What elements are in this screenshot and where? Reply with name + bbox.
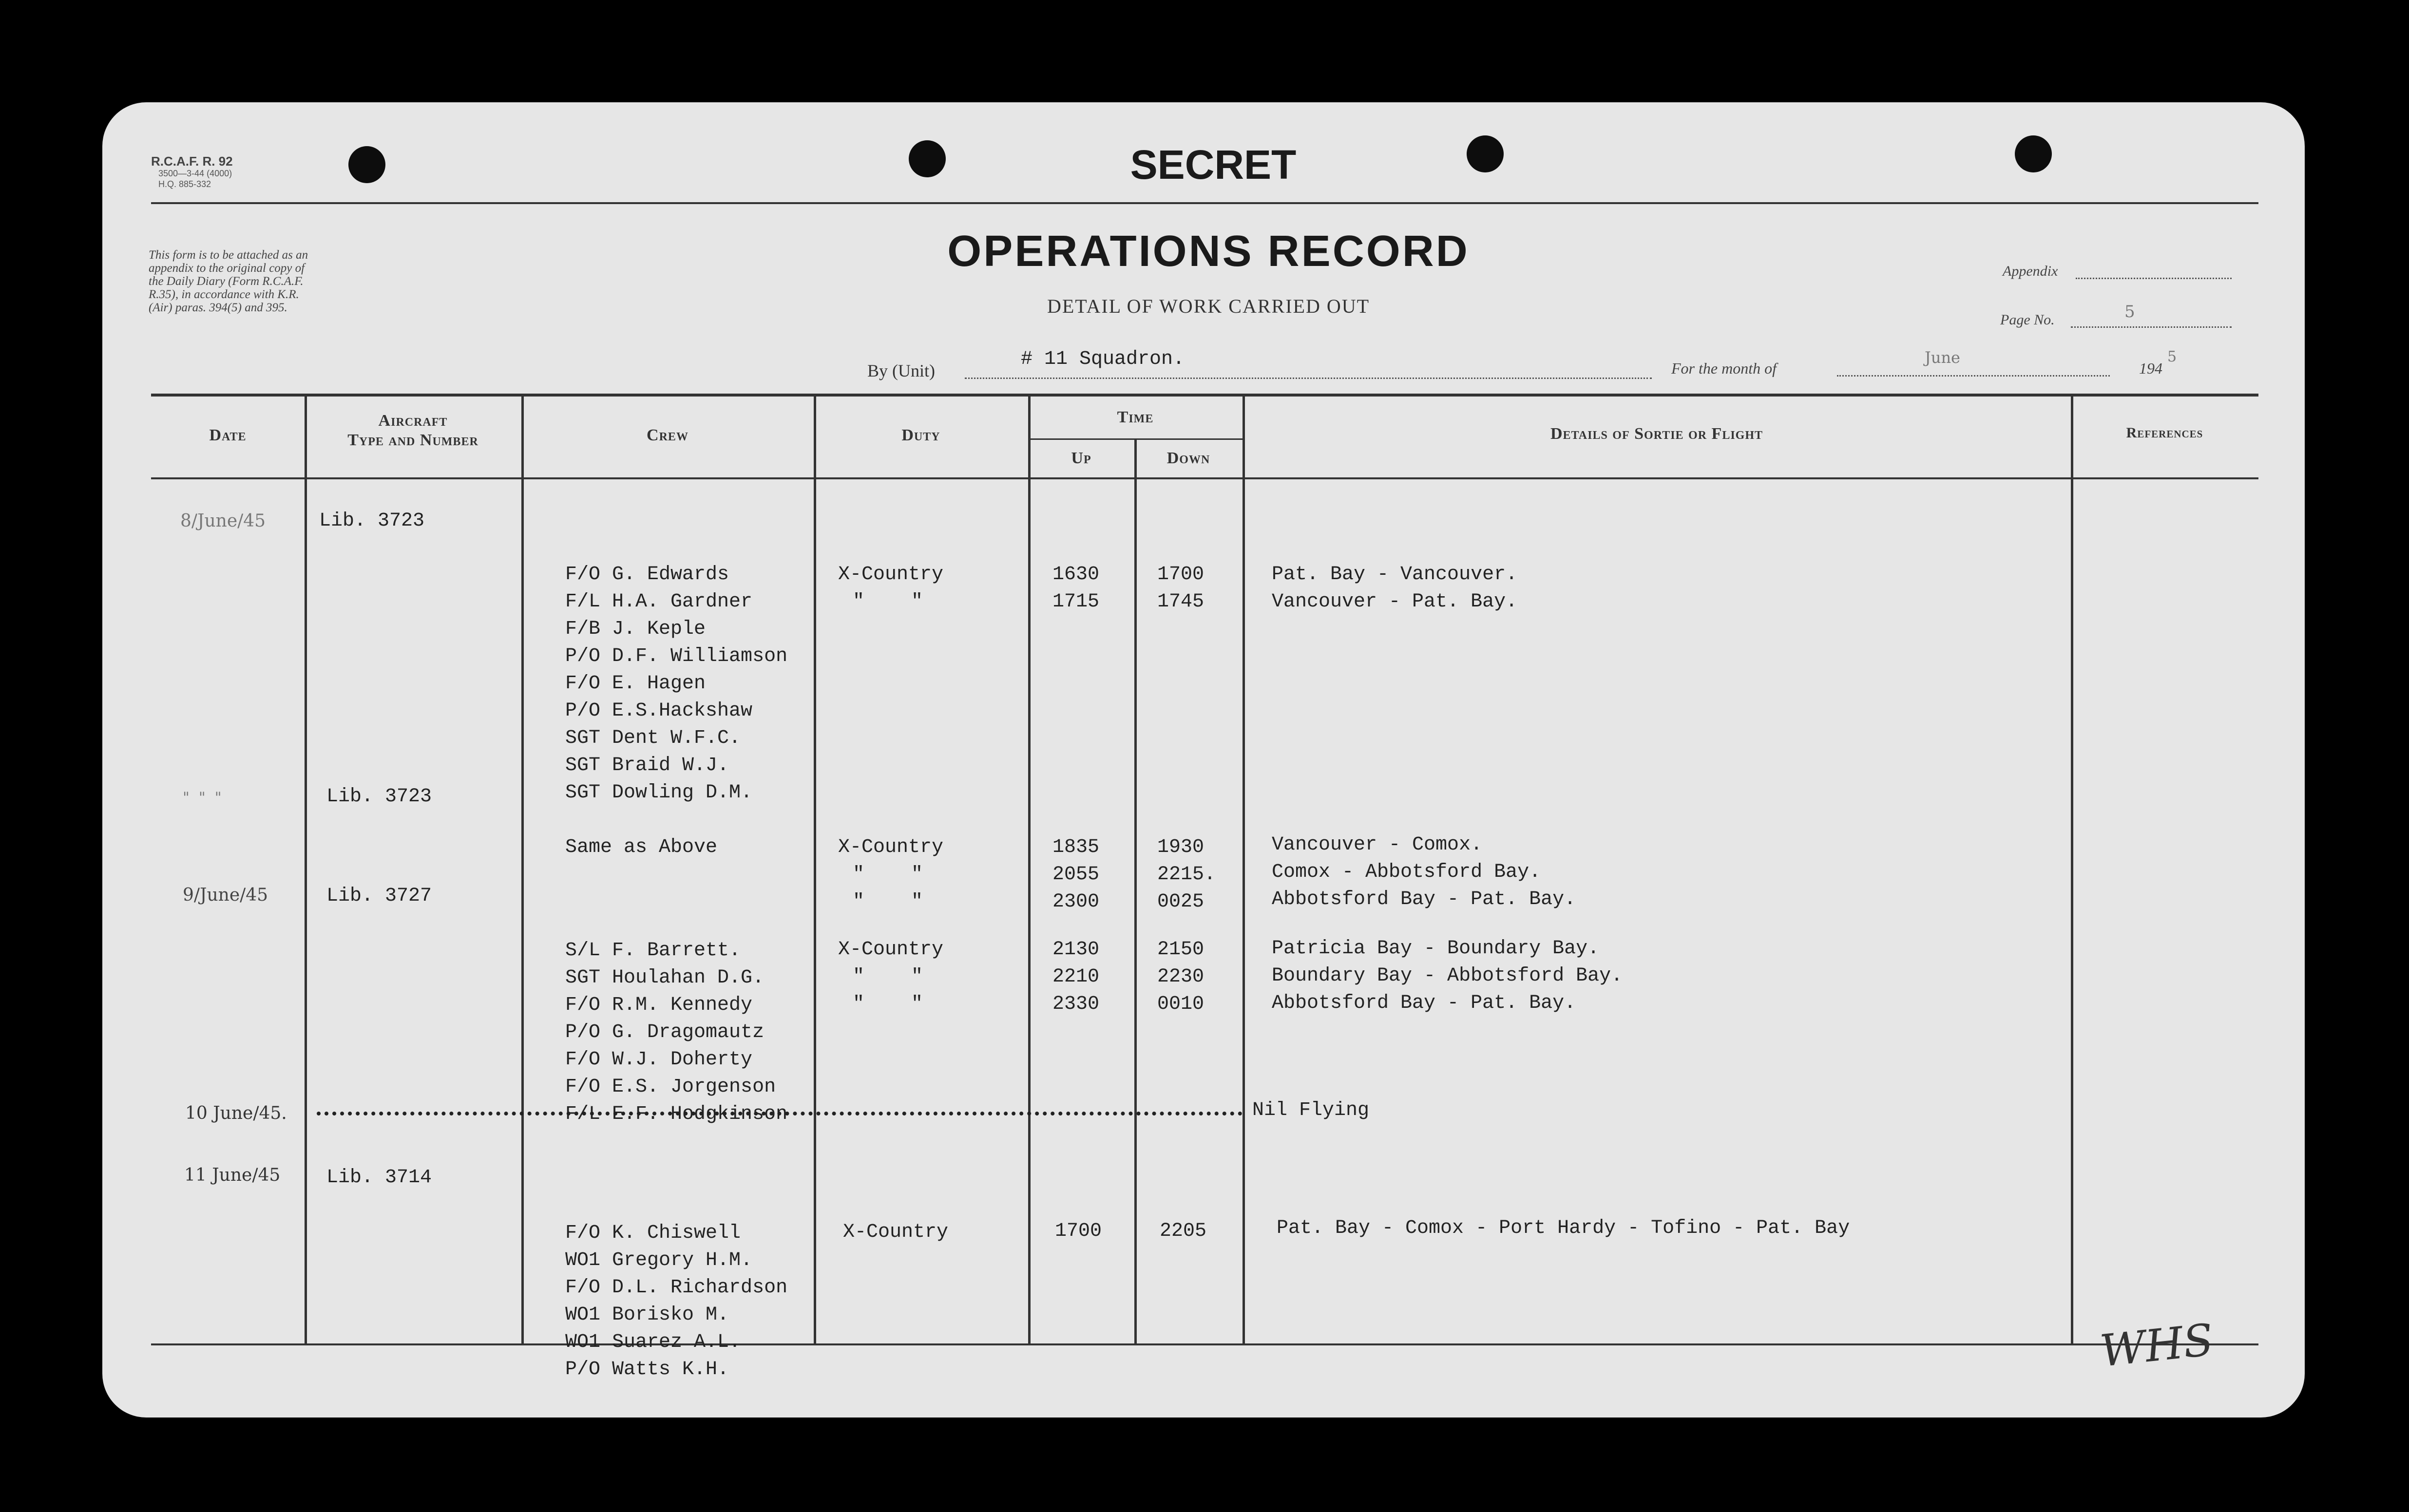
entry-date: 11 June/45 [184, 1165, 281, 1185]
unit-value: # 11 Squadron. [1021, 348, 1185, 370]
entry-crew: S/L F. Barrett. SGT Houlahan D.G. F/O R.M. Kennedy P/O G. Dragomautz F/O W.J. Doherty F/O E.S. Jorgenson F/L E.F. Hodgkinson [565, 940, 788, 1125]
entry-time-up: 1630 1715 [1052, 564, 1100, 613]
entry-details: Vancouver - Comox. Comox - Abbotsford Bay. Abbotsford Bay - Pat. Bay. [1272, 834, 1576, 910]
page-number-field [2071, 326, 2232, 328]
month-value: June [1925, 348, 1960, 367]
punch-hole [1467, 135, 1504, 172]
col-header-aircraft-line2: Type and Number [347, 431, 478, 449]
header-bottom-rule [151, 477, 2258, 479]
entry-duty: X-Country [843, 1221, 949, 1243]
col-header-up: Up [1071, 449, 1091, 467]
year-value: 5 [2167, 348, 2177, 365]
entry-date: " " " [183, 789, 222, 806]
appendix-field [2076, 278, 2232, 279]
col-header-down: Down [1166, 449, 1210, 467]
col-divider [2071, 395, 2073, 1344]
table-top-rule [151, 394, 2258, 397]
entry-crew: Same as Above [565, 836, 718, 858]
entry-time-down: 2150 2230 0010 [1157, 939, 1204, 1015]
punch-hole [909, 140, 946, 177]
page-number-value: 5 [2124, 302, 2135, 321]
page-subtitle: DETAIL OF WORK CARRIED OUT [1047, 295, 1370, 317]
classification-heading: SECRET [1130, 142, 1297, 188]
form-instructions: This form is to be attached as an appendix to the original copy of the Daily Diary (Form R.C.A.F. R.35), in accordance with K.R. (Air) paras. 394(5) and 395. [149, 248, 308, 314]
col-divider [1134, 438, 1137, 1344]
form-sub-1: 3500—3-44 (4000) [158, 169, 232, 178]
entry-time-up: 1835 2055 2300 [1052, 836, 1100, 913]
page-title: OPERATIONS RECORD [947, 227, 1470, 276]
appendix-label: Appendix [2003, 263, 2058, 279]
col-header-duty: Duty [901, 426, 940, 444]
entry-time-down: 1930 2215. 0025 [1157, 836, 1216, 913]
col-header-date: Date [209, 426, 247, 444]
operations-record-card [102, 102, 2305, 1418]
month-label: For the month of [1671, 359, 1777, 377]
col-divider [814, 395, 816, 1344]
entry-time-up: 2130 2210 2330 [1052, 939, 1100, 1015]
nil-flying-leader [317, 1112, 1243, 1115]
nil-flying-text: Nil Flying [1252, 1099, 1370, 1121]
form-sub-2: H.Q. 885-332 [158, 179, 211, 189]
page-number-label: Page No. [2000, 312, 2055, 328]
entry-date: 10 June/45. [185, 1103, 287, 1123]
col-header-details: Details of Sortie or Flight [1550, 425, 1763, 443]
entry-aircraft: Lib. 3727 [326, 885, 432, 907]
year-label: 194 [2139, 359, 2162, 377]
entry-crew: F/O K. Chiswell WO1 Gregory H.M. F/O D.L. Richardson WO1 Borisko M. WO1 Suarez A.L. P/O Watts K.H. [565, 1222, 788, 1380]
entry-date: 9/June/45 [183, 885, 268, 905]
top-rule [151, 202, 2258, 204]
form-number: R.C.A.F. R. 92 [151, 154, 233, 169]
unit-field [965, 378, 1652, 379]
entry-crew: F/O G. Edwards F/L H.A. Gardner F/B J. Keple P/O D.F. Williamson F/O E. Hagen P/O E.S.Hackshaw SGT Dent W.F.C. SGT Braid W.J. SGT Dowling D.M. [565, 564, 788, 804]
entry-aircraft: Lib. 3714 [326, 1167, 432, 1189]
unit-label: By (Unit) [867, 361, 935, 380]
table-bottom-rule [151, 1343, 2258, 1345]
entry-time-down: 1700 1745 [1157, 564, 1204, 613]
punch-hole [348, 146, 385, 183]
entry-aircraft: Lib. 3723 [319, 510, 425, 532]
month-field [1837, 375, 2110, 377]
col-divider [521, 395, 524, 1344]
entry-duty: X-Country " " [838, 564, 944, 613]
entry-aircraft: Lib. 3723 [326, 786, 432, 808]
col-header-time: Time [1117, 408, 1154, 426]
punch-hole [2015, 135, 2052, 172]
col-divider [305, 395, 307, 1344]
entry-time-up: 1700 [1055, 1220, 1102, 1242]
entry-time-down: 2205 [1160, 1220, 1207, 1242]
col-header-references: References [2126, 425, 2203, 441]
entry-details: Patricia Bay - Boundary Bay. Boundary Bay - Abbotsford Bay. Abbotsford Bay - Pat. Bay. [1272, 938, 1623, 1014]
col-header-aircraft-line1: Aircraft [378, 412, 448, 430]
entry-date: 8/June/45 [180, 511, 266, 531]
col-divider [1243, 395, 1245, 1344]
entry-duty: X-Country " " " " [838, 836, 944, 913]
entry-duty: X-Country " " " " [838, 939, 944, 1015]
col-header-crew: Crew [647, 426, 688, 444]
signature-initials: WHS [2098, 1314, 2216, 1377]
col-divider [1028, 395, 1031, 1344]
entry-details: Pat. Bay - Comox - Port Hardy - Tofino - Pat. Bay [1277, 1217, 1850, 1239]
entry-details: Pat. Bay - Vancouver. Vancouver - Pat. Bay. [1272, 564, 1518, 613]
